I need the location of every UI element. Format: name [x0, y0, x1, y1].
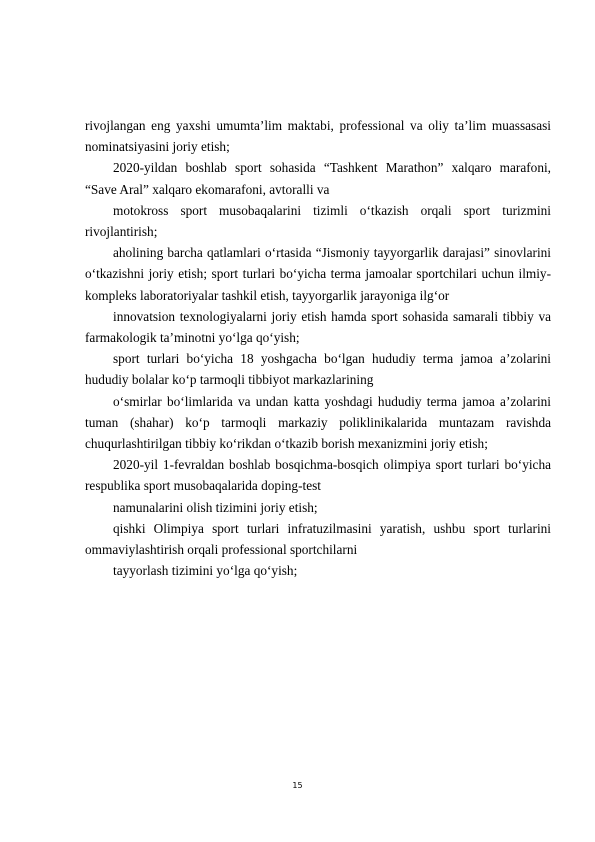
paragraph: motokross sport musobaqalarini tizimli o‘tkazish orqali sport turizmini rivojlantirish;: [85, 202, 551, 240]
paragraph: qishki Olimpiya sport turlari infratuzilmasini yaratish, ushbu sport turlarini ommaviylashtirish orqali professional sportchilarni: [85, 520, 551, 558]
page-number: 15: [292, 781, 303, 790]
paragraph: namunalarini olish tizimini joriy etish;: [113, 499, 318, 515]
paragraph: tayyorlash tizimini yo‘lga qo‘yish;: [113, 563, 298, 579]
document-body: [85, 115, 551, 581]
paragraph: o‘smirlar bo‘limlarida va undan katta yoshdagi hududiy terma jamoa a’zolarini tuman (shahar) ko‘p tarmoqli markaziy poliklinikalarida muntazam ravishda chuqurlashtirilgan tibbiy ko‘rikdan o‘tkazib borish mexanizmini joriy etish;: [85, 393, 551, 452]
paragraph: aholining barcha qatlamlari o‘rtasida “Jismoniy tayyorgarlik darajasi” sinovlarini o‘tkazishni joriy etish; sport turlari bo‘yicha terma jamoalar sportchilari uchun ilmiy-kompleks laboratoriyalar tashkil etish, tayyorgarlik jarayoniga ilg‘or: [85, 245, 551, 303]
paragraph: rivojlangan eng yaxshi umumta’lim maktabi, professional va oliy ta’lim muassasasi nominatsiyasini joriy etish;: [85, 118, 551, 155]
paragraph: innovatsion texnologiyalarni joriy etish hamda sport sohasida samarali tibbiy va farmakologik ta’minotni yo‘lga qo‘yish;: [85, 308, 551, 346]
paragraph: 2020-yil 1-fevraldan boshlab bosqichma-bosqich olimpiya sport turlari bo‘yicha respublika sport musobaqalarida doping-test: [85, 457, 551, 494]
paragraph: 2020-yildan boshlab sport sohasida “Tashkent Marathon” xalqaro marafoni, “Save Aral” xalqaro ekomarafoni, avtoralli va: [85, 160, 551, 197]
paragraph: sport turlari bo‘yicha 18 yoshgacha bo‘lgan hududiy terma jamoa a’zolarini hududiy bolalar ko‘p tarmoqli tibbiyot markazlarining: [85, 351, 551, 388]
